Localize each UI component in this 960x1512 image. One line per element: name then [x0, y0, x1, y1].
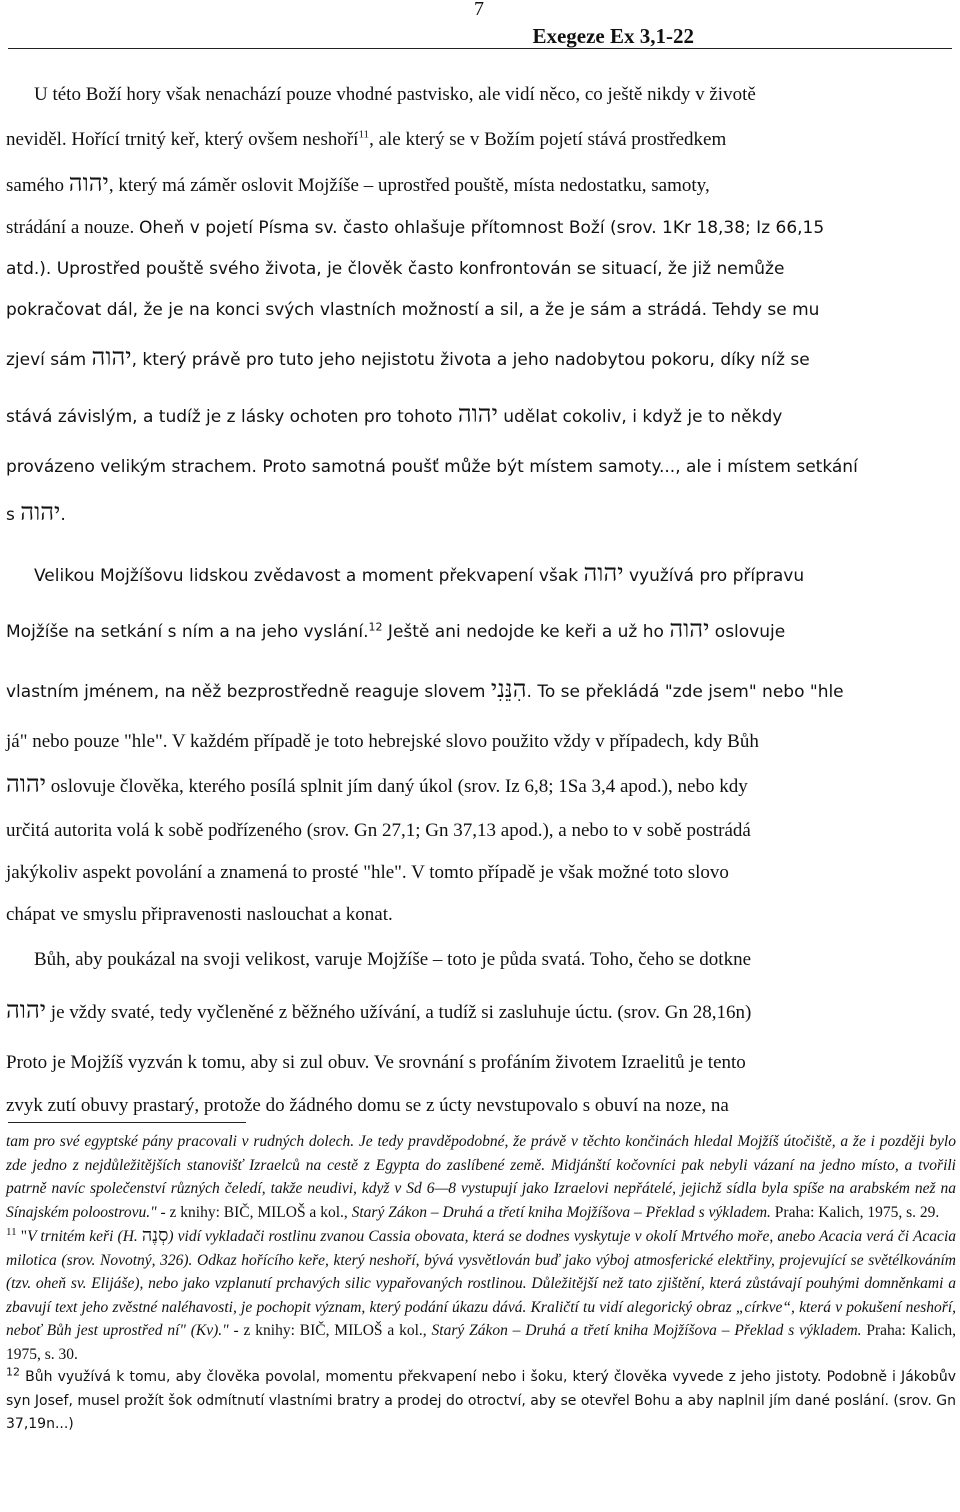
paragraph-1-line-2: neviděl. Hořící trnitý keř, který ovšem neshoří$^{11}$, ale který se v Božím pojetí stává prostředkem: [6, 128, 727, 150]
paragraph-2-line-7: jakýkoliv aspekt povolání a znamená to prosté "hle". V tomto případě je však možné toto slovo: [6, 862, 729, 883]
footnote-12: $^{12}$ Bůh využívá k tomu, aby člověka povolal, momentu překvapení nebo i šoku, který člověka vyvede z jeho jistoty. Podobně i Jákobův syn Josef, musel prožít šok odmítnutí vlastními bratry a prodej do otroctví, aby se otevřel Bohu a aby naplnil jím dané poslání. (srov. Gn 37,19n...): [6, 1365, 956, 1432]
paragraph-2-line-2: Mojžíše na setkání s ním a na jeho vyslání.$^{12}$ Ještě ani nedojde ke keři a už ho יהוה oslovuje: [6, 615, 786, 643]
footnote-separator: [8, 1122, 246, 1123]
hebrew-yhwh: יהוה: [6, 770, 47, 798]
paragraph-1-line-5: atd.). Uprostřed pouště svého života, je člověk často konfrontován se situací, že již nemůže: [6, 259, 785, 279]
hebrew-yhwh: יהוה: [91, 343, 132, 371]
paragraph-1-line-8: stává závislým, a tudíž je z lásky ochoten pro tohoto יהוה udělat cokoliv, i když je to někdy: [6, 400, 783, 428]
hebrew-sneh: סְנֶה: [141, 1225, 169, 1246]
paragraph-1-line-4: strádání a nouze. Oheň v pojetí Písma sv. často ohlašuje přítomnost Boží (srov. 1Kr 18,38; Iz 66,15: [6, 217, 825, 238]
paragraph-1-line-7: zjeví sám יהוה, který právě pro tuto jeho nejistotu života a jeho nadobytou pokoru, díky níž se: [6, 343, 810, 371]
paragraph-3-line-2: יהוה je vždy svaté, tedy vyčleněné z běžného užívání, a tudíž si zasluhuje úctu. (srov. Gn 28,16n): [6, 996, 752, 1024]
page-number: 7: [474, 0, 484, 20]
paragraph-3-line-1: Bůh, aby poukázal na svoji velikost, varuje Mojžíše – toto je půda svatá. Toho, čeho se dotkne: [34, 949, 751, 970]
footnote-ref-11[interactable]: 11: [358, 128, 370, 141]
footnotes: [6, 1130, 956, 1437]
footnote-ref-12[interactable]: 12: [368, 620, 383, 634]
running-header: Exegeze Ex 3,1-22: [532, 24, 694, 48]
footnote-continuation: tam pro své egyptské pány pracovali v rudných dolech. Je tedy pravděpodobné, že právě v těchto končinách hledal Mojžíš útočiště, a že i později bylo zde jedno z nejdůležitějších stanovišť Izraelců na cestě z Egypta do zaslíbené země. Midjánští kočovníci pak nebyli vázaní na jedno místo, a tvořili patrně navíc společenství různých čeledí, takže neudivi, když v Sd 6—8 vystupují jako Izraelovi nepřátelé, jejichž sídla byla spíše na arabském než na Sínajském poloostrovu." - z knihy: BIČ, MILOŠ a kol., Starý Zákon – Druhá a třetí kniha Mojžíšova – Překlad s výkladem. Praha: Kalich, 1975, s. 29.: [6, 1133, 956, 1221]
paragraph-3-line-4: zvyk zutí obuvy prastarý, protože do žádného domu se z úcty nevstupovalo s obuví na noze, na: [6, 1095, 729, 1116]
paragraph-2-line-8: chápat ve smyslu připravenosti naslouchat a konat.: [6, 904, 393, 925]
paragraph-2-line-6: určitá autorita volá k sobě podřízeného (srov. Gn 27,1; Gn 37,13 apod.), a nebo to v sobě postrádá: [6, 820, 751, 841]
paragraph-2-line-1: Velikou Mojžíšovu lidskou zvědavost a moment překvapení však יהוה využívá pro přípravu: [34, 559, 805, 587]
body-text: [6, 72, 958, 1127]
hebrew-yhwh: יהוה: [669, 615, 710, 643]
paragraph-2-line-5: יהוה oslovuje člověka, kterého posílá splnit jím daný úkol (srov. Iz 6,8; 1Sa 3,4 apod.), nebo kdy: [6, 770, 748, 798]
paragraph-3-line-3: Proto je Mojžíš vyzván k tomu, aby si zul obuv. Ve srovnání s profáním životem Izraelitů je tento: [6, 1052, 746, 1073]
paragraph-1-line-10: s יהוה.: [6, 498, 66, 526]
paragraph-1-line-1: U této Boží hory však nenachází pouze vhodné pastvisko, ale vidí něco, co ještě nikdy v životě: [34, 84, 756, 105]
paragraph-2-line-3: vlastním jménem, na něž bezprostředně reaguje slovem הִנֵּנִי. To se překládá "zde jsem" nebo "hle: [6, 675, 844, 703]
hebrew-yhwh: יהוה: [68, 169, 109, 197]
paragraph-1-line-6: pokračovat dál, že je na konci svých vlastních možností a sil, a že je sám a strádá. Tehdy se mu: [6, 300, 820, 320]
footnote-11: $^{11}$ "V trnitém keři (H. סְנֶה) vidí vykladači rostlinu zvanou Cassia obovata, která se dodnes vyskytuje v okolí Mrtvého moře, anebo Acacia verá či Acacia milotica (srov. Novotný, 326). Odkaz hořícího keře, který neshoří, bývá vysvětlován buď jako výboj atmosferické elektřiny, projevující se světélkováním (tzv. oheň sv. Elijáše), nebo jako vzplanutí prchavých silic vypařovaných rostlinou. Důležitější než tato zjištění, která zůstávají pouhými domněnkami a zbavují text jeho zvěstné naléhavosti, je pochopit význam, který podání úkazu dává. Kraličtí tu vidí alegorický obraz „církve“, která v pokušení neshoří, neboť Bůh jest uprostřed ní" (Kv)." - z knihy: BIČ, MILOŠ a kol., Starý Zákon – Druhá a třetí kniha Mojžíšova – Překlad s výkladem. Praha: Kalich, 1975, s. 30.: [6, 1225, 956, 1363]
hebrew-hineni: הִנֵּנִי: [490, 675, 527, 703]
paragraph-1-line-3: samého יהוה, který má záměr oslovit Mojžíše – uprostřed pouště, místa nedostatku, samoty,: [6, 169, 710, 197]
hebrew-yhwh: יהוה: [583, 559, 624, 587]
paragraph-1-line-9: provázeno velikým strachem. Proto samotná poušť může být místem samoty..., ale i místem setkání: [6, 457, 858, 477]
hebrew-yhwh: יהוה: [6, 996, 47, 1024]
hebrew-yhwh: יהוה: [20, 498, 61, 526]
hebrew-yhwh: יהוה: [457, 400, 498, 428]
header-rule: [8, 48, 952, 49]
paragraph-2-line-4: já" nebo pouze "hle". V každém případě je toto hebrejské slovo použito vždy v případech, kdy Bůh: [6, 731, 759, 752]
